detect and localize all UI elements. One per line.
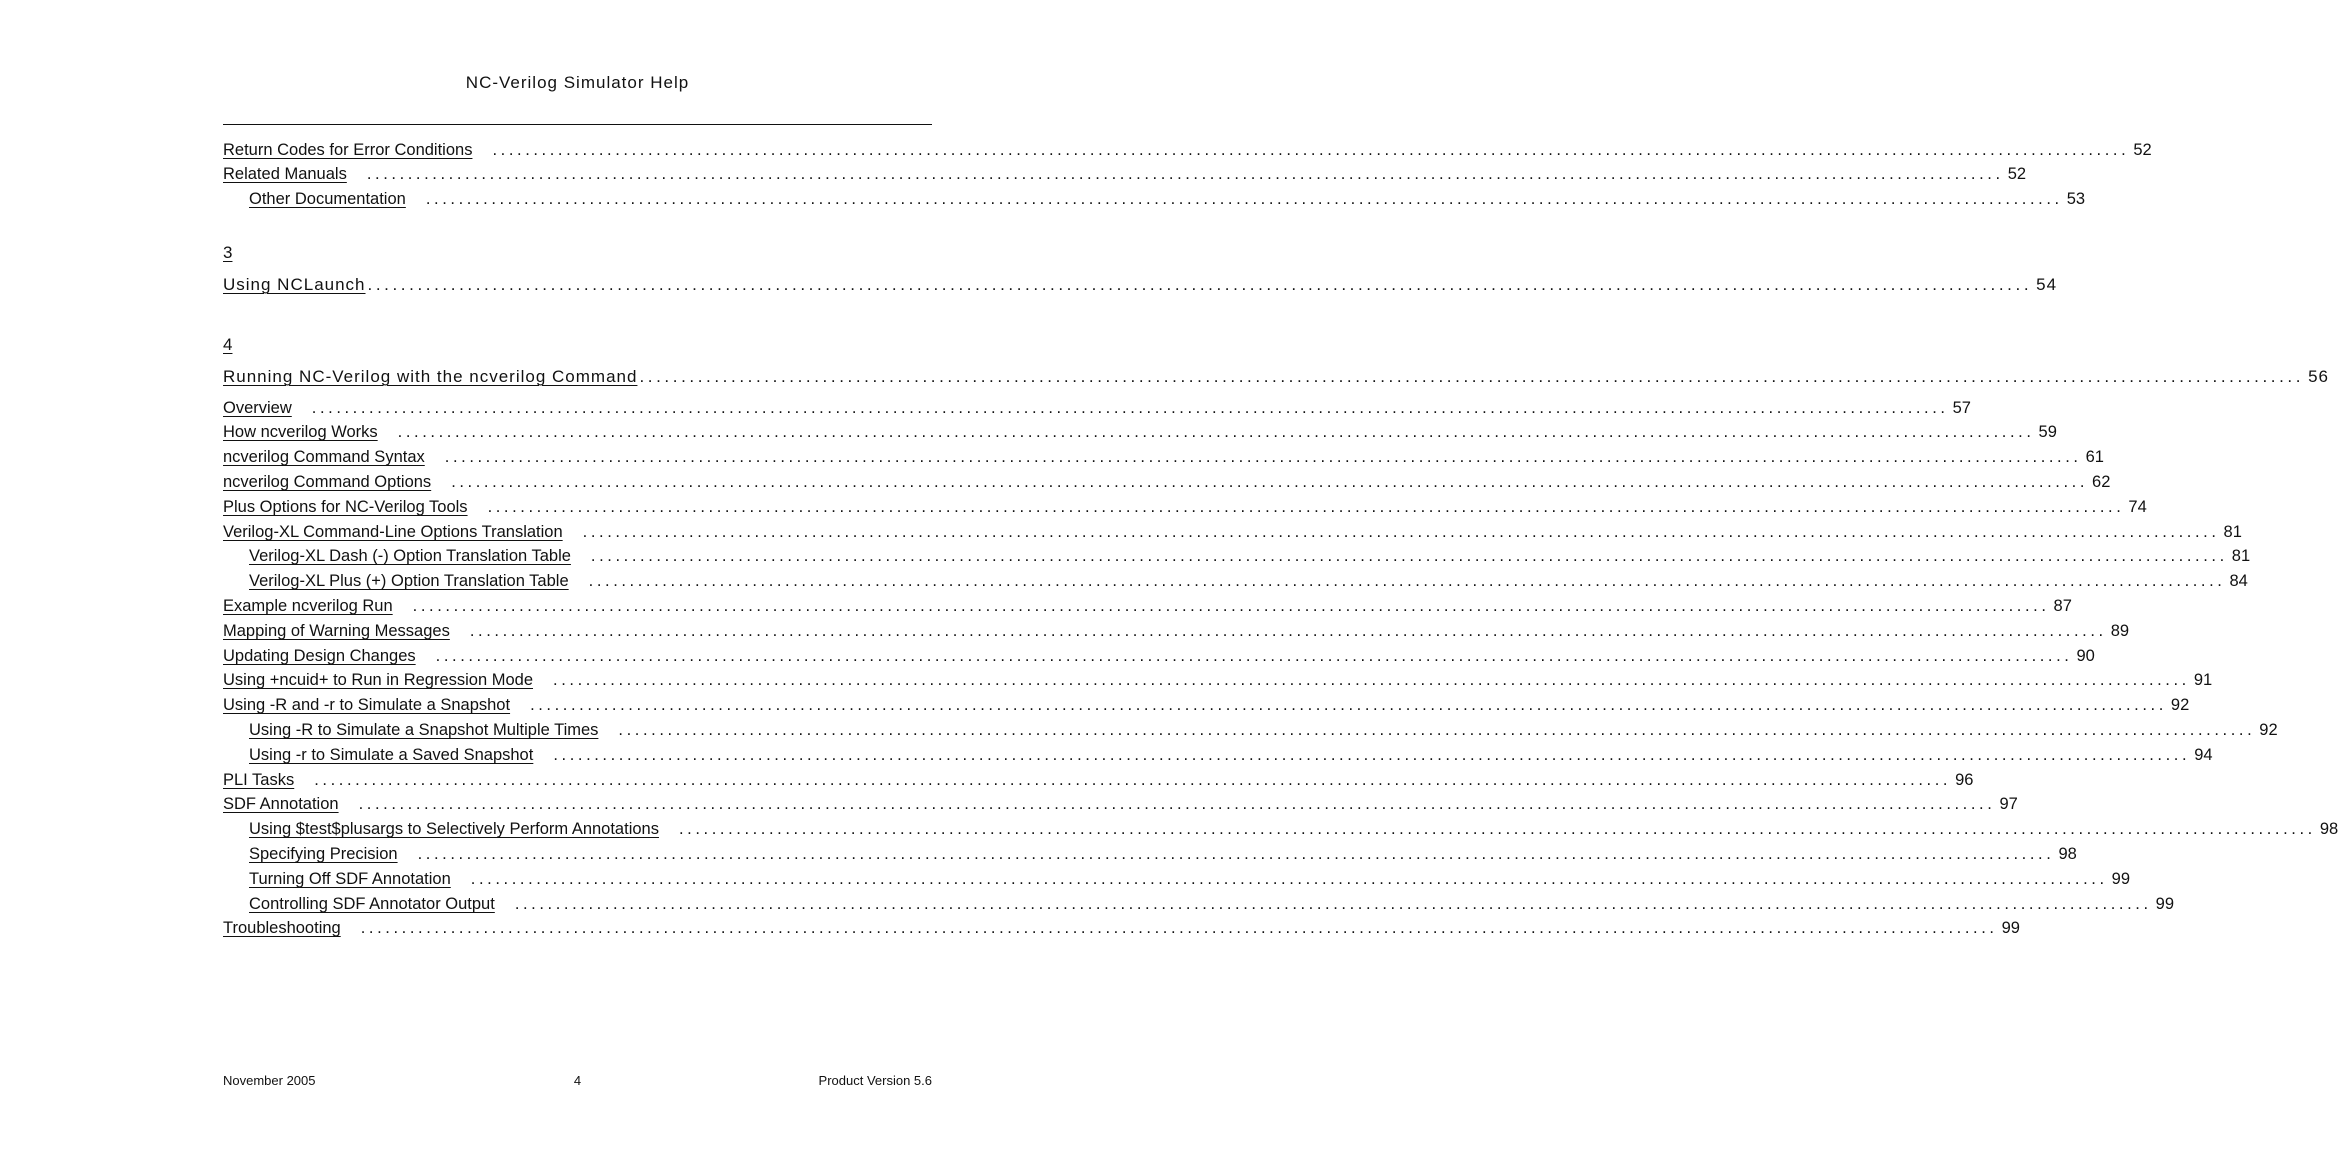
leader-dots: ........................................................................................................................................................................................................ [358, 795, 1996, 813]
toc-page-number: 92 [2259, 721, 2278, 739]
leader-dots: ........................................................................................................................................................................................................ [469, 622, 2107, 640]
toc-entry-link[interactable]: Updating Design Changes [223, 647, 416, 665]
leader-dots: ........................................................................................................................................................................................................ [582, 523, 2220, 541]
toc-entry[interactable] [223, 522, 2242, 542]
toc-entry-link[interactable]: SDF Annotation [223, 795, 339, 813]
toc-entry-link[interactable]: Turning Off SDF Annotation [249, 870, 451, 888]
leader-dots: ........................................................................................................................................................................................................ [470, 870, 2108, 888]
page-header-title: NC-Verilog Simulator Help [465, 73, 690, 92]
leader-dots: ........................................................................................................................................................................................................ [514, 895, 2152, 913]
toc-page-number: 52 [2133, 141, 2152, 159]
toc-page-number: 53 [2066, 190, 2086, 208]
toc-page-number: 87 [2053, 597, 2072, 615]
toc-entry[interactable] [223, 596, 2072, 616]
toc-chapter-link[interactable]: Using NCLaunch [223, 275, 366, 294]
toc-page-number: 98 [2058, 845, 2077, 863]
toc-entry-link[interactable]: Using -r to Simulate a Saved Snapshot [249, 746, 534, 764]
leader-dots: ........................................................................................................................................................................................................ [530, 696, 2167, 714]
leader-dots: ........................................................................................................................................................................................................ [444, 448, 2082, 466]
toc-entry-link[interactable]: Using +ncuid+ to Run in Regression Mode [223, 671, 534, 689]
toc-page-number: 96 [1955, 771, 1974, 789]
page-footer [223, 1073, 932, 1089]
toc-entry-link[interactable]: How ncverilog Works [223, 423, 378, 441]
toc-page-number: 74 [2128, 498, 2147, 516]
toc-entry-link[interactable]: ncverilog Command Syntax [223, 448, 425, 466]
toc-entry[interactable] [223, 794, 2018, 814]
toc-entry[interactable] [223, 646, 2095, 666]
toc-entry[interactable] [223, 422, 2057, 442]
toc-entry[interactable] [223, 670, 2213, 690]
toc-entry-link[interactable]: PLI Tasks [223, 771, 295, 789]
footer-date: November 2005 [223, 1073, 316, 1088]
leader-dots: ........................................................................................................................................................................................................ [417, 845, 2055, 863]
leader-dots: ........................................................................................................................................................................................................ [435, 647, 2073, 665]
toc-chapter-link[interactable]: Running NC-Verilog with the ncverilog Command [223, 367, 638, 386]
toc-page-number: 84 [2229, 572, 2248, 590]
toc-entry[interactable] [223, 472, 2111, 492]
toc-entry-link[interactable]: ncverilog Command Options [223, 473, 432, 491]
leader-dots: ........................................................................................................................................................................................................ [311, 399, 1949, 417]
leader-dots: ........................................................................................................................................................................................................ [360, 919, 1998, 937]
toc-entry-link[interactable]: Return Codes for Error Conditions [223, 141, 473, 159]
toc-subentry[interactable] [249, 189, 2086, 209]
toc-page-number: 59 [2038, 423, 2057, 441]
toc-entry-link[interactable]: Using $test$plusargs to Selectively Perform Annotations [249, 820, 659, 838]
toc-subentry[interactable] [249, 819, 2338, 839]
toc-page-number: 54 [2036, 275, 2058, 294]
toc-entry-link[interactable]: Example ncverilog Run [223, 597, 393, 615]
toc-subentry[interactable] [249, 869, 2130, 889]
toc-entry-link[interactable]: Verilog-XL Dash (-) Option Translation Table [249, 547, 571, 565]
leader-dots: ........................................................................................................................................................................................................ [590, 547, 2228, 565]
toc-subentry[interactable] [249, 844, 2077, 864]
leader-dots: ........................................................................................................................................................................................................ [553, 671, 2190, 689]
toc-page-number: 81 [2231, 547, 2251, 565]
toc-subentry[interactable] [249, 571, 2248, 591]
toc-page-number: 99 [2001, 919, 2020, 937]
leader-dots: ........................................................................................................................................................................................................ [553, 746, 2191, 764]
toc-entry-link[interactable]: Plus Options for NC-Verilog Tools [223, 498, 468, 516]
toc-page-number: 81 [2223, 523, 2242, 541]
toc-subentry[interactable] [249, 745, 2213, 765]
toc-entry[interactable] [223, 621, 2130, 641]
toc-page-number: 98 [2319, 820, 2338, 838]
toc-entry-link[interactable]: Verilog-XL Plus (+) Option Translation Table [249, 572, 569, 590]
toc-entry[interactable] [223, 164, 2027, 184]
leader-dots: ........................................................................................................................................................................................................ [487, 498, 2125, 516]
toc-page-number: 52 [2007, 165, 2027, 183]
toc-page-number: 92 [2170, 696, 2190, 714]
toc-entry-link[interactable]: Related Manuals [223, 165, 347, 183]
toc-entry-link[interactable]: Controlling SDF Annotator Output [249, 895, 495, 913]
chapter-number-link[interactable]: 3 [223, 243, 233, 262]
toc-chapter-entry[interactable] [223, 275, 2058, 295]
toc-entry-link[interactable]: Specifying Precision [249, 845, 398, 863]
toc-page-number: 61 [2085, 448, 2104, 466]
toc-page-number: 99 [2155, 895, 2175, 913]
toc-subentry[interactable] [249, 720, 2278, 740]
leader-dots: ........................................................................................................................................................................................................ [678, 820, 2316, 838]
toc-page-number: 99 [2111, 870, 2130, 888]
leader-dots: ........................................................................................................................................................................................................ [492, 141, 2130, 159]
toc-subentry[interactable] [249, 894, 2175, 914]
chapter-number-link[interactable]: 4 [223, 335, 233, 354]
footer-page-number: 4 [573, 1073, 582, 1088]
toc-entry[interactable] [223, 398, 1971, 418]
toc-entry[interactable] [223, 770, 1974, 790]
toc-entry-link[interactable]: Using -R to Simulate a Snapshot Multiple Times [249, 721, 599, 739]
toc-page-number: 56 [2308, 367, 2330, 386]
toc-entry-link[interactable]: Using -R and -r to Simulate a Snapshot [223, 696, 511, 714]
leader-dots: ........................................................................................................................................................................................................ [366, 165, 2004, 183]
toc-page-number: 57 [1952, 399, 1971, 417]
toc-entry[interactable] [223, 140, 2152, 160]
toc-entry-link[interactable]: Verilog-XL Command-Line Options Translation [223, 523, 563, 541]
toc-page-number: 90 [2076, 647, 2095, 665]
leader-dots: ........................................................................................................................................................................................................ [425, 190, 2063, 208]
toc-page-number: 94 [2194, 746, 2213, 764]
toc-entry[interactable] [223, 918, 2020, 938]
leader-dots: ........................................................................................................................................................................................................ [618, 721, 2256, 739]
leader-dots: ........................................................................................................................................................................................................ [639, 367, 2305, 386]
toc-entry[interactable] [223, 695, 2190, 715]
leader-dots: ........................................................................................................................................................................................................ [367, 275, 2033, 294]
leader-dots: ........................................................................................................................................................................................................ [451, 473, 2089, 491]
toc-entry[interactable] [223, 497, 2147, 517]
toc-entry-link[interactable]: Troubleshooting [223, 919, 341, 937]
toc-page-number: 91 [2193, 671, 2213, 689]
header-divider [223, 124, 932, 125]
toc-subentry[interactable] [249, 546, 2251, 566]
leader-dots: ........................................................................................................................................................................................................ [588, 572, 2226, 590]
leader-dots: ........................................................................................................................................................................................................ [397, 423, 2035, 441]
leader-dots: ........................................................................................................................................................................................................ [314, 771, 1952, 789]
toc-page-number: 97 [1999, 795, 2018, 813]
footer-product-version: Product Version 5.6 [818, 1073, 932, 1088]
toc-entry-link[interactable]: Overview [223, 399, 292, 417]
leader-dots: ........................................................................................................................................................................................................ [412, 597, 2050, 615]
toc-page-number: 62 [2092, 473, 2111, 491]
toc-chapter-entry[interactable] [223, 367, 2330, 387]
toc-entry-link[interactable]: Mapping of Warning Messages [223, 622, 450, 640]
toc-page-number: 89 [2110, 622, 2130, 640]
toc-entry-link[interactable]: Other Documentation [249, 190, 406, 208]
toc-entry[interactable] [223, 447, 2104, 467]
